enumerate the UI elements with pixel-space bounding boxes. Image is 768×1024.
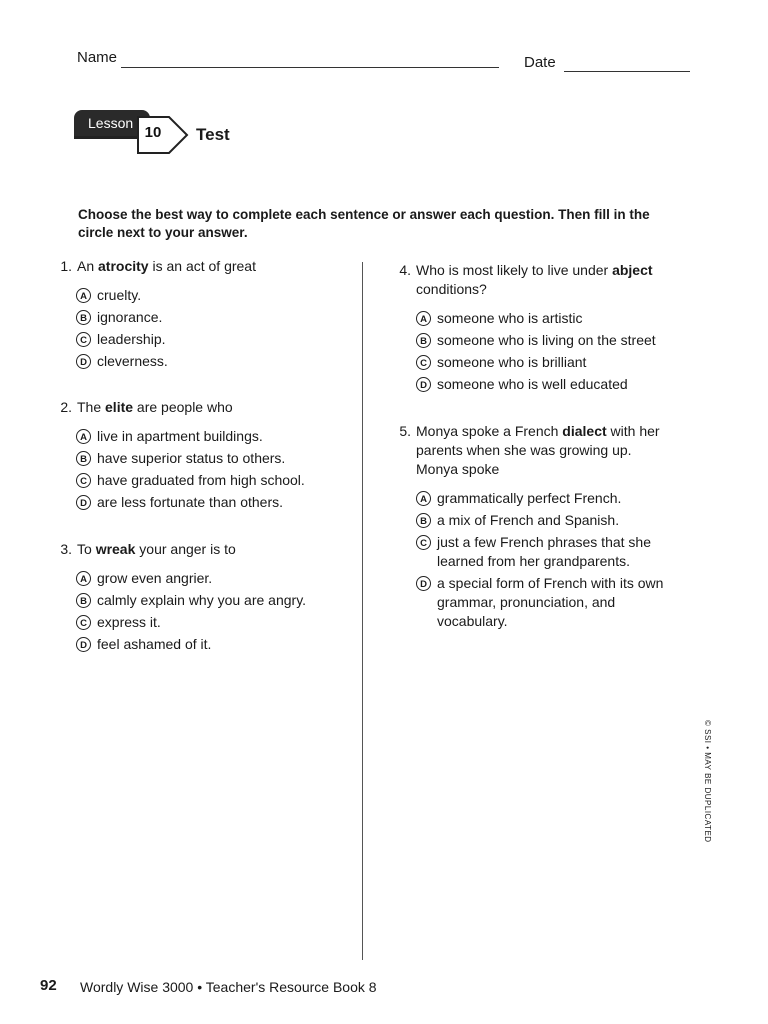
choice-b[interactable] bbox=[76, 449, 350, 468]
question-stem bbox=[50, 540, 350, 559]
answer-bubble-icon[interactable]: A bbox=[76, 288, 91, 303]
choice-text: cruelty. bbox=[97, 287, 142, 303]
choice-text: a special form of French with its own grammar, pronunciation, and vocabulary. bbox=[437, 575, 664, 629]
stem-post: with her parents when she was growing up. bbox=[416, 423, 660, 458]
stem-pre: The bbox=[77, 399, 106, 415]
stem-pre: An bbox=[77, 258, 99, 274]
question-4 bbox=[389, 261, 679, 397]
choice-text: express it. bbox=[97, 614, 161, 630]
question-text bbox=[77, 257, 350, 276]
answer-bubble-icon[interactable]: D bbox=[416, 377, 431, 392]
answer-choices bbox=[389, 489, 679, 631]
vocab-word: elite bbox=[105, 399, 134, 415]
choice-text: someone who is well educated bbox=[437, 376, 628, 392]
choice-c[interactable] bbox=[76, 330, 350, 349]
vocab-word: abject bbox=[612, 262, 653, 278]
stem-pre: Who is most likely to live under bbox=[416, 262, 613, 278]
name-write-line[interactable] bbox=[121, 67, 499, 68]
date-label: Date bbox=[524, 54, 556, 71]
answer-bubble-icon[interactable]: B bbox=[416, 333, 431, 348]
question-3 bbox=[50, 540, 350, 657]
choice-c[interactable] bbox=[416, 533, 679, 571]
answer-bubble-icon[interactable]: B bbox=[416, 513, 431, 528]
question-number: 4. bbox=[399, 262, 411, 278]
choice-text: live in apartment buildings. bbox=[97, 428, 263, 444]
column-divider bbox=[362, 262, 363, 960]
answer-bubble-icon[interactable]: C bbox=[76, 473, 91, 488]
choice-text: just a few French phrases that she learned from her grandparents. bbox=[437, 534, 651, 569]
choice-d[interactable] bbox=[76, 635, 350, 654]
answer-bubble-icon[interactable]: B bbox=[76, 310, 91, 325]
stem-pre: To bbox=[77, 541, 96, 557]
choice-a[interactable] bbox=[76, 286, 350, 305]
choice-text: calmly explain why you are angry. bbox=[97, 592, 307, 608]
choice-text: someone who is artistic bbox=[437, 310, 583, 326]
page-number: 92 bbox=[40, 977, 57, 994]
question-text bbox=[77, 540, 350, 559]
choice-text: have graduated from high school. bbox=[97, 472, 305, 488]
choice-a[interactable] bbox=[76, 569, 350, 588]
choice-b[interactable] bbox=[76, 308, 350, 327]
answer-bubble-icon[interactable]: D bbox=[76, 354, 91, 369]
question-stem bbox=[389, 422, 679, 460]
choice-d[interactable] bbox=[76, 352, 350, 371]
stem-post: are people who bbox=[133, 399, 233, 415]
answer-choices bbox=[50, 569, 350, 654]
answer-bubble-icon[interactable]: D bbox=[76, 495, 91, 510]
lesson-number: 10 bbox=[144, 124, 162, 141]
question-followup: Monya spoke bbox=[416, 461, 500, 477]
lesson-rule bbox=[74, 136, 144, 139]
answer-choices bbox=[50, 286, 350, 371]
question-stem bbox=[389, 261, 679, 299]
choice-text: ignorance. bbox=[97, 309, 163, 325]
choice-c[interactable] bbox=[76, 613, 350, 632]
question-stem bbox=[50, 398, 350, 417]
answer-bubble-icon[interactable]: C bbox=[76, 332, 91, 347]
choice-a[interactable] bbox=[76, 427, 350, 446]
question-text bbox=[416, 261, 679, 299]
answer-bubble-icon[interactable]: D bbox=[76, 637, 91, 652]
question-1 bbox=[50, 257, 350, 374]
name-label: Name bbox=[77, 49, 118, 66]
answer-choices bbox=[389, 309, 679, 394]
choice-text: leadership. bbox=[97, 331, 166, 347]
choice-d[interactable] bbox=[416, 375, 679, 394]
answer-bubble-icon[interactable]: D bbox=[416, 576, 431, 591]
vocab-word: atrocity bbox=[98, 258, 149, 274]
choice-b[interactable] bbox=[416, 331, 679, 350]
stem-post: your anger is to bbox=[135, 541, 236, 557]
choice-text: a mix of French and Spanish. bbox=[437, 512, 620, 528]
answer-bubble-icon[interactable]: A bbox=[416, 491, 431, 506]
choice-a[interactable] bbox=[416, 309, 679, 328]
question-5 bbox=[389, 422, 679, 634]
choice-text: someone who is brilliant bbox=[437, 354, 587, 370]
choice-text: feel ashamed of it. bbox=[97, 636, 212, 652]
answer-bubble-icon[interactable]: C bbox=[416, 355, 431, 370]
choice-text: someone who is living on the street bbox=[437, 332, 656, 348]
date-write-line[interactable] bbox=[564, 71, 690, 72]
choice-d[interactable] bbox=[416, 574, 679, 631]
choice-c[interactable] bbox=[76, 471, 350, 490]
choice-d[interactable] bbox=[76, 493, 350, 512]
choice-text: cleverness. bbox=[97, 353, 168, 369]
stem-post: is an act of great bbox=[148, 258, 256, 274]
question-2 bbox=[50, 398, 350, 515]
stem-pre: Monya spoke a French bbox=[416, 423, 563, 439]
question-text bbox=[416, 422, 679, 460]
question-number: 2. bbox=[60, 399, 72, 415]
answer-bubble-icon[interactable]: A bbox=[416, 311, 431, 326]
lesson-title: Test bbox=[196, 125, 230, 144]
choice-a[interactable] bbox=[416, 489, 679, 508]
answer-bubble-icon[interactable]: B bbox=[76, 593, 91, 608]
question-stem bbox=[50, 257, 350, 276]
answer-bubble-icon[interactable]: C bbox=[76, 615, 91, 630]
question-number: 5. bbox=[399, 423, 411, 439]
question-text bbox=[77, 398, 350, 417]
choice-text: are less fortunate than others. bbox=[97, 494, 283, 510]
answer-bubble-icon[interactable]: A bbox=[76, 429, 91, 444]
choice-text: grammatically perfect French. bbox=[437, 490, 622, 506]
answer-bubble-icon[interactable]: B bbox=[76, 451, 91, 466]
choice-text: grow even angrier. bbox=[97, 570, 213, 586]
vocab-word: wreak bbox=[95, 541, 136, 557]
lesson-tab: Lesson bbox=[74, 110, 150, 136]
vocab-word: dialect bbox=[562, 423, 607, 439]
copyright-note: © SSI • MAY BE DUPLICATED bbox=[703, 720, 712, 843]
question-number: 1. bbox=[60, 258, 72, 274]
choice-text: have superior status to others. bbox=[97, 450, 286, 466]
answer-bubble-icon[interactable]: A bbox=[76, 571, 91, 586]
choice-c[interactable] bbox=[416, 353, 679, 372]
book-title: Wordly Wise 3000 • Teacher's Resource Book 8 bbox=[80, 979, 377, 995]
choice-b[interactable] bbox=[416, 511, 679, 530]
choice-b[interactable] bbox=[76, 591, 350, 610]
answer-bubble-icon[interactable]: C bbox=[416, 535, 431, 550]
instructions: Choose the best way to complete each sentence or answer each question. Then fill in the circle next to your answer. bbox=[78, 207, 650, 240]
stem-post: conditions? bbox=[416, 281, 487, 297]
question-number: 3. bbox=[60, 541, 72, 557]
answer-choices bbox=[50, 427, 350, 512]
